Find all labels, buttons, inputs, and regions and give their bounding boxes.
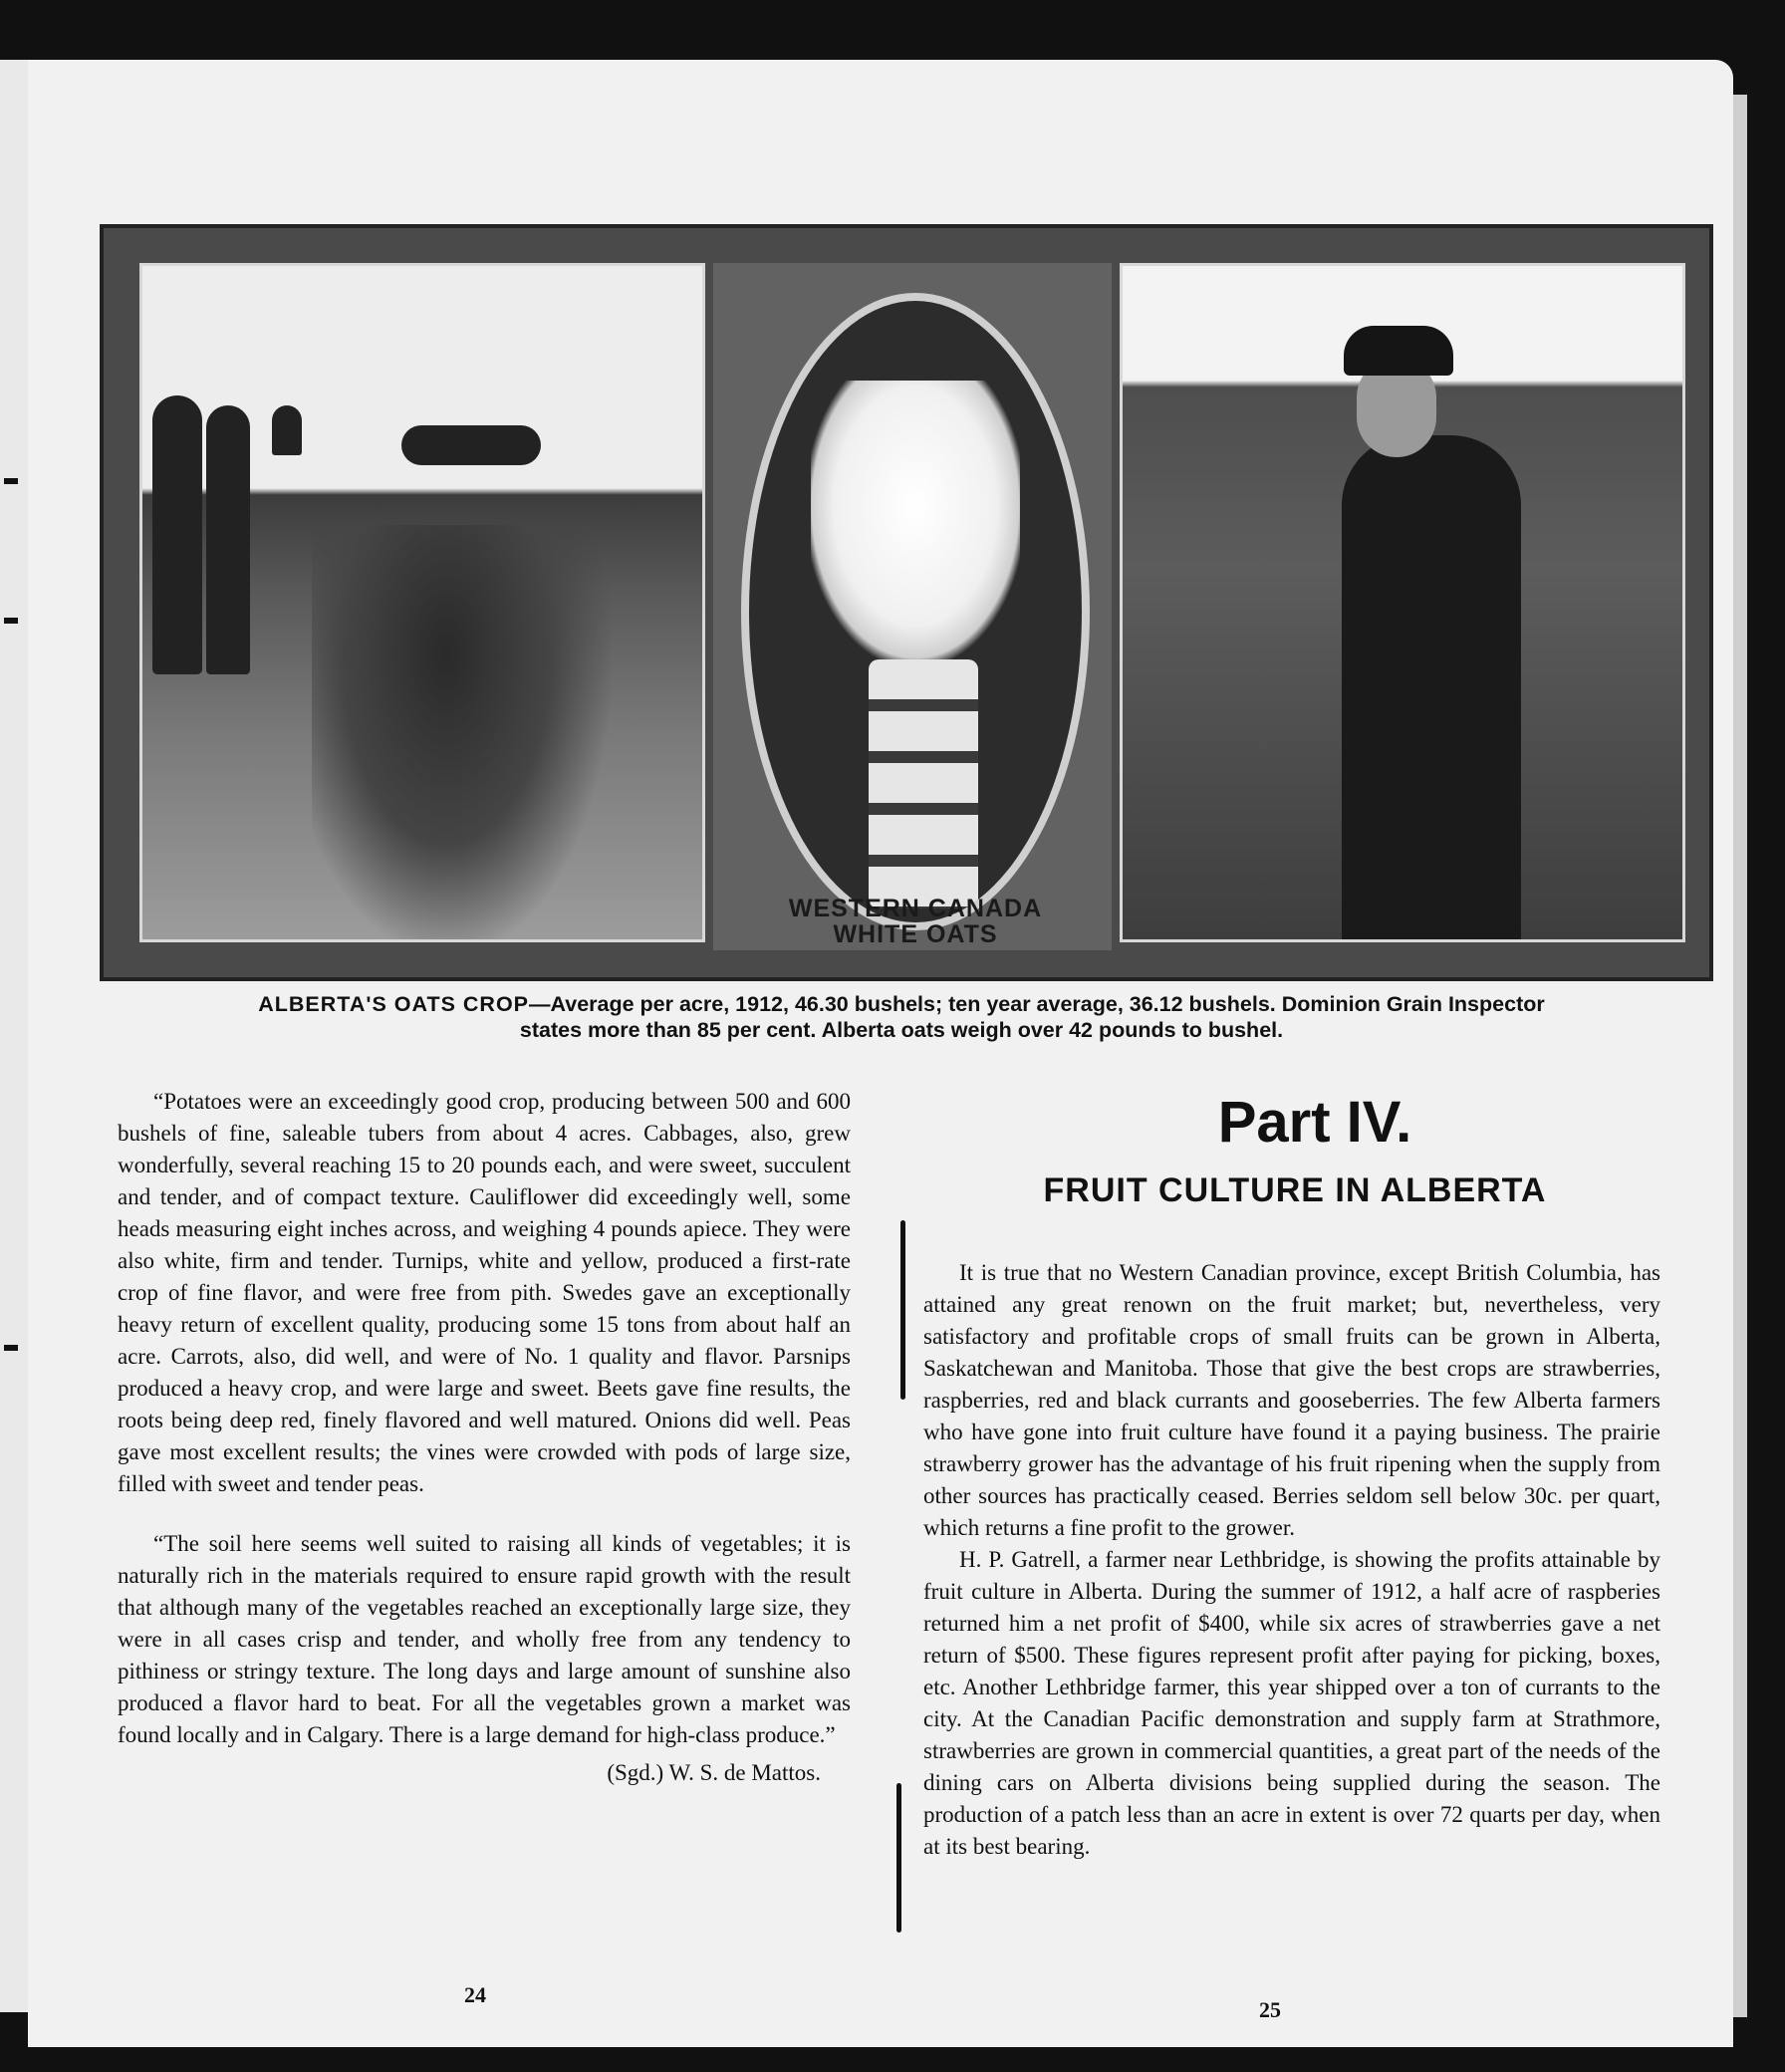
page-number-right: 25	[1259, 1997, 1281, 2022]
column-divider	[896, 1783, 901, 1933]
caption-line1: —Average per acre, 1912, 46.30 bushels; ten year average, 36.12 bushels. Dominion Grain Inspector	[529, 992, 1545, 1016]
left-column	[118, 1086, 851, 1789]
oval-label-line1: WESTERN CANADA	[788, 895, 1043, 922]
page-edge	[1733, 95, 1747, 2017]
oval-label-line2: WHITE OATS	[833, 920, 998, 948]
barrel	[869, 659, 978, 908]
right-column	[923, 1257, 1660, 1863]
column-divider	[900, 1220, 905, 1400]
left-page-edge	[0, 60, 30, 2012]
part-heading: Part IV.	[1217, 1090, 1412, 1155]
rider-figure	[272, 405, 302, 455]
signature: (Sgd.) W. S. de Mattos.	[607, 1760, 821, 1785]
photo-harvest-field	[139, 263, 705, 942]
farmer-figure	[152, 395, 202, 674]
photo-caption	[115, 991, 1688, 1043]
spine-mark	[4, 478, 18, 484]
page-number-left: 24	[464, 1982, 486, 2007]
right-paragraph-1: It is true that no Western Canadian province, except British Columbia, has attained any great renown on the fruit market; but, nevertheless, very satisfactory and profitable crops of small fruits can be grown in Alberta, Saskatchewan and Manitoba. Those that give the best crops are strawberries, raspberries, red and black currants and gooseberries. The few Alberta farmers who have gone into fruit culture have found it a paying business. The prairie strawberry grower has the advantage of his fruit ripening when the supply from other sources has practically ceased. Berries seldom sell below 30c. per quart, which returns a fine profit to the grower.	[923, 1260, 1660, 1540]
farmer-figure	[206, 405, 250, 674]
left-paragraph-1: “Potatoes were an exceedingly good crop, producing between 500 and 600 bushels of fine, saleable tubers from about 4 acres. Cabbages, also, grew wonderfully, several reaching 15 to 20 pounds each, and were sweet, succulent and tender, and of compact texture. Cauliflower did exceedingly well, some heads measuring eight inches across, and weighing 4 pounds apiece. They were also white, firm and tender. Turnips, white and yellow, produced a first-rate crop of fine flavor, and were free from pith. Swedes gave an exceptionally heavy return of excellent quality, producing some 15 tons from about half an acre. Carrots, also, did well, and were of No. 1 quality and flavor. Parsnips produced a heavy crop, and were large and sweet. Beets gave fine results, the roots being deep red, finely flavored and well matured. Onions did well. Peas gave most excellent results; the vines were crowded with pods of large size, filled with sweet and tender peas.	[118, 1089, 851, 1496]
photo-frame	[100, 224, 1713, 981]
oat-stook	[312, 525, 611, 942]
hat	[1344, 326, 1453, 376]
oat-sheaf-oval-photo	[741, 293, 1090, 930]
caption-line2: states more than 85 per cent. Alberta oats weigh over 42 pounds to bushel.	[519, 1018, 1284, 1042]
oval-label	[741, 896, 1090, 947]
section-heading: FRUIT CULTURE IN ALBERTA	[1043, 1171, 1547, 1209]
right-paragraph-2: H. P. Gatrell, a farmer near Lethbridge, is showing the profits attainable by fruit culture in Alberta. During the summer of 1912, a half acre of raspberies returned him a net profit of $400, while six acres of strawberries gave a net return of $500. These figures represent profit after paying for picking, boxes, etc. Another Lethbridge farmer, this year shipped over a ton of currants to the city. At the Canadian Pacific demonstration and supply farm at Strathmore, strawberries are grown in commercial quantities, a great part of the needs of the dining cars on Alberta divisions being supplied during the season. The production of a patch less than an acre in extent is over 72 quarts per day, when at its best bearing.	[923, 1547, 1660, 1859]
man-figure	[1342, 435, 1521, 942]
spine-mark	[4, 1345, 18, 1351]
left-paragraph-2: “The soil here seems well suited to raising all kinds of vegetables; it is naturally rich in the materials required to ensure rapid growth with the result that although many of the vegetables reached an exceptionally large size, they were in all cases crisp and tender, and wholly free from any tendency to pithiness or stringy texture. The long days and large amount of sunshine also produced a flavor hard to beat. For all the vegetables grown a market was found locally and in Calgary. There is a large demand for high-class produce.”	[118, 1531, 851, 1747]
horses-figure	[401, 425, 541, 465]
spine-mark	[4, 618, 18, 624]
caption-lead: ALBERTA'S OATS CROP	[258, 992, 530, 1016]
oat-sheaf	[811, 381, 1020, 659]
photo-man-in-field	[1120, 263, 1685, 942]
